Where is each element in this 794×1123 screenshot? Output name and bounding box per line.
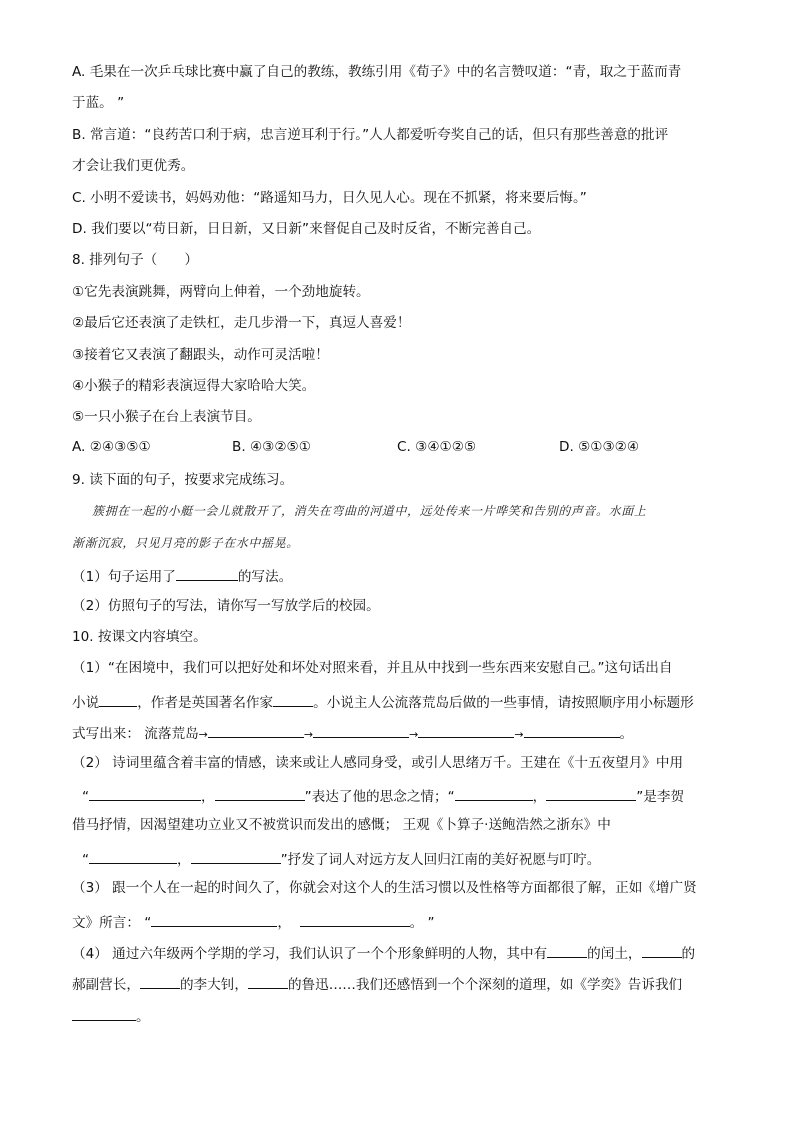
- q10-p4-text-d: 郝副营长，: [72, 977, 140, 994]
- arrow-icon: →: [198, 728, 208, 742]
- q10-part4-line1: [72, 941, 732, 972]
- exam-page: [72, 62, 732, 1035]
- q8-option-b: B. ④③②⑤①: [232, 438, 311, 455]
- q10-title: 10. 按课文内容填空。: [72, 629, 207, 646]
- q7-option-b-line1: B. 常言道：“良药苦口利于病，忠言逆耳利于行。”人人都爱听夸奖自己的话，但只有那些善意的批评: [72, 126, 669, 143]
- q10-p1-blank-title4[interactable]: [524, 721, 620, 738]
- q10-p2-blank-4[interactable]: [546, 784, 636, 801]
- q10-p2-blank-6[interactable]: [191, 847, 281, 864]
- q10-p2-open-quote2: “: [82, 851, 90, 868]
- q7-option-b-line2: 才会让我们更优秀。: [72, 158, 195, 175]
- q10-p4-text-c: 的: [681, 945, 696, 962]
- q9-part2: （2）仿照句子的写法，请你写一写放学后的校园。: [72, 597, 380, 614]
- q10-p4-blank-1[interactable]: [547, 941, 587, 958]
- q8-option-a: A. ②④③⑤①: [72, 438, 151, 455]
- q10-p1-blank-title1[interactable]: [208, 721, 304, 738]
- q10-part2-line4: [72, 847, 732, 878]
- q10-p1-blank-author[interactable]: [273, 690, 313, 707]
- q10-p4-period: 。: [136, 1008, 150, 1025]
- q10-part2-line1: （2） 诗词里蕴含着丰富的情感，读来或让人感同身受，或引人思绪万千。王建在《十五夜望月》中用: [72, 754, 684, 771]
- q10-p3-blank-1[interactable]: [151, 910, 277, 927]
- arrow-icon: →: [303, 728, 314, 742]
- q10-p1-blank-title3[interactable]: [418, 721, 514, 738]
- q10-p2-line4-end: ”抒发了词人对远方友人回归江南的美好祝愿与叮咛。: [280, 851, 601, 868]
- q10-p3-end: 。 ”: [409, 914, 435, 931]
- q9-title: 9. 读下面的句子，按要求完成练习。: [72, 472, 294, 489]
- q7-option-d: D. 我们要以“苟日新，日日新，又日新”来督促自己及时反省，不断完善自己。: [72, 220, 541, 237]
- q10-p1-text-c: 。小说主人公流落荒岛后做的一些事情，请按照顺序用小标题形: [313, 694, 694, 711]
- q8-option-d: D. ⑤①③②④: [559, 438, 640, 455]
- q10-part1-line3: [72, 721, 732, 752]
- q10-part4-line2: [72, 972, 732, 1003]
- q10-p1-blank-novel[interactable]: [99, 690, 137, 707]
- arrow-icon: →: [409, 728, 419, 742]
- q10-p1-text-b: ，作者是英国著名作家: [137, 694, 274, 711]
- q10-p4-text-f: 的鲁迅……我们还感悟到一个个深刻的道理，如《学奕》告诉我们: [287, 977, 683, 994]
- q10-p4-text-a: （4） 通过六年级两个学期的学习，我们认识了一个个形象鲜明的人物，其中有: [72, 945, 548, 962]
- q10-p1-blank-title2[interactable]: [313, 721, 409, 738]
- q8-sentence-2: ②最后它还表演了走铁杠，走几步滑一下，真逗人喜爱！: [72, 315, 411, 332]
- q10-p2-open-quote: “: [82, 788, 90, 805]
- q9-part1-suffix: 的写法。: [237, 569, 293, 586]
- q10-p2-comma2: ，: [532, 788, 547, 805]
- q10-p4-blank-5[interactable]: [72, 1004, 136, 1021]
- q10-p4-blank-3[interactable]: [140, 972, 180, 989]
- q10-part1-line1: （1）“在困境中，我们可以把好处和坏处对照来看，并且从中找到一些东西来安慰自己。”这句话出自: [72, 660, 673, 677]
- q10-part3-line1: （3） 跟一个人在一起的时间久了，你就会对这个人的生活习惯以及性格等方面都很了解，正如《增广贤: [72, 880, 697, 897]
- q9-passage-line2: 渐渐沉寂，只见月亮的影子在水中摇晃。: [72, 535, 299, 550]
- q10-p2-blank-5[interactable]: [89, 847, 177, 864]
- q8-sentence-5: ⑤一只小猴子在台上表演节目。: [72, 409, 261, 426]
- q10-part3-line2: [72, 910, 732, 941]
- q8-option-c: C. ③④①②⑤: [397, 438, 477, 455]
- q10-p2-end: ”是李贺: [636, 788, 685, 805]
- q10-part2-line2: [72, 784, 732, 815]
- q10-p2-blank-3[interactable]: [455, 784, 533, 801]
- q10-p4-text-b: 的闰土，: [587, 945, 642, 962]
- q8-sentence-1: ①它先表演跳舞，两臂向上伸着，一个劲地旋转。: [72, 283, 370, 300]
- q10-p2-comma: ，: [201, 788, 215, 805]
- q8-options: [72, 439, 732, 470]
- q10-p3-comma: ，: [277, 914, 291, 931]
- q9-part1-prefix: （1）句子运用了: [72, 569, 176, 586]
- q9-part1-blank[interactable]: [176, 564, 238, 581]
- q8-title: 8. 排列句子（ ）: [72, 252, 199, 269]
- q7-option-a-line1: A. 毛果在一次乒乓球比赛中赢了自己的教练，教练引用《荀子》中的名言赞叹道：“青，取之于蓝而青: [72, 64, 682, 80]
- q10-p1-text-d: 式写出来： 流落荒岛: [72, 726, 199, 743]
- q10-p2-blank-1[interactable]: [89, 784, 201, 801]
- q10-p2-mid: ”表达了他的思念之情；“: [304, 788, 455, 805]
- arrow-icon: →: [514, 728, 524, 742]
- q8-sentence-4: ④小猴子的精彩表演逗得大家哈哈大笑。: [72, 377, 316, 394]
- q10-part1-line2: [72, 690, 732, 721]
- q10-p1-text-a: 小说: [72, 694, 100, 711]
- q10-p1-period: 。: [619, 726, 634, 743]
- q10-part4-line3: [72, 1004, 732, 1035]
- q9-passage-line1: 簇拥在一起的小艇一会儿就散开了，消失在弯曲的河道中，远处传来一片哗笑和告别的声音。水面上: [92, 504, 647, 519]
- q10-p4-blank-4[interactable]: [248, 972, 288, 989]
- q7-option-c: C. 小明不爱读书，妈妈劝他：“路遥知马力，日久见人心。现在不抓紧，将来要后悔。”: [72, 189, 587, 206]
- q10-p4-blank-2[interactable]: [642, 941, 682, 958]
- q7-option-a-line2: 于蓝。 ”: [72, 95, 125, 112]
- q10-p2-comma3: ，: [177, 851, 191, 868]
- q10-p3-blank-2[interactable]: [300, 910, 410, 927]
- q8-sentence-3: ③接着它又表演了翻跟头，动作可灵活啦！: [72, 346, 329, 363]
- q9-part1: [72, 564, 732, 595]
- q10-part2-line3: 借马抒情，因渴望建功立业又不被赏识而发出的感慨； 王观《卜算子·送鲍浩然之浙东》中: [72, 817, 611, 834]
- q10-p2-blank-2[interactable]: [215, 784, 305, 801]
- q10-p3-text-a: 文》所言： “: [72, 914, 152, 931]
- q10-p4-text-e: 的李大钊，: [179, 977, 248, 994]
